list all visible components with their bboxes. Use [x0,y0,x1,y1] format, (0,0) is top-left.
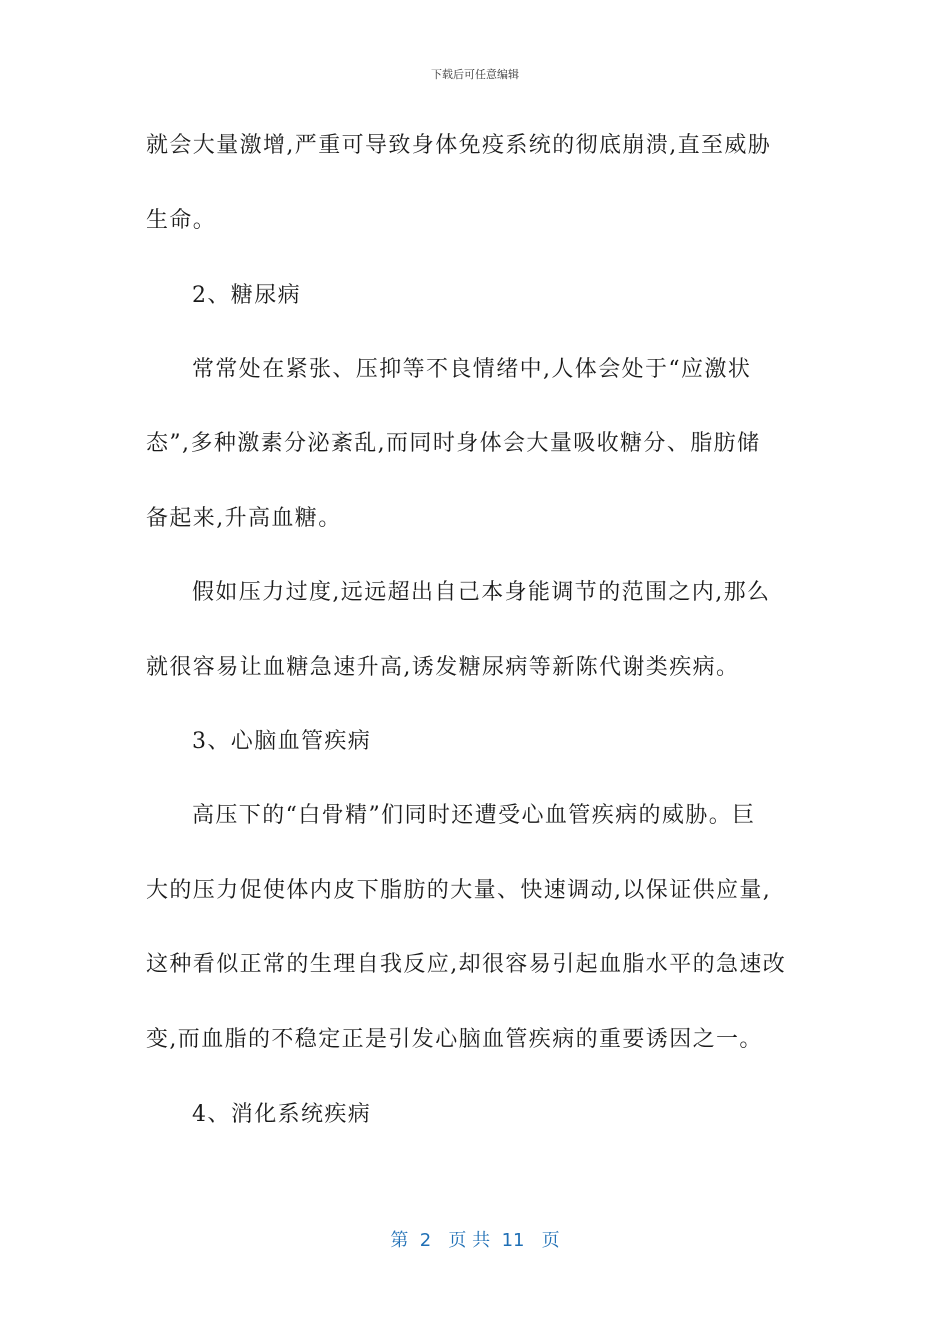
paragraph-line: 生命。 [146,208,217,233]
paragraph-line: 大的压力促使体内皮下脂肪的大量、快速调动,以保证供应量, [146,878,772,903]
paragraph-line: 这种看似正常的生理自我反应,却很容易引起血脂水平的急速改 [146,952,787,977]
section-heading-cardio: 3、心脑血管疾病 [192,729,372,754]
paragraph-line: 就会大量激增,严重可导致身体免疫系统的彻底崩溃,直至威胁 [146,133,772,158]
paragraph-line: 高压下的“白骨精”们同时还遭受心血管疾病的威胁。巨 [192,803,756,828]
paragraph-line: 变,而血脂的不稳定正是引发心脑血管疾病的重要诱因之一。 [146,1027,763,1052]
paragraph-line: 常常处在紧张、压抑等不良情绪中,人体会处于“应激状 [192,357,752,382]
paragraph-line: 备起来,升高血糖。 [146,506,342,531]
paragraph-line: 就很容易让血糖急速升高,诱发糖尿病等新陈代谢类疾病。 [146,655,740,680]
header-note: 下载后可任意编辑 [431,68,519,81]
section-heading-diabetes: 2、糖尿病 [192,283,301,308]
section-heading-digestive: 4、消化系统疾病 [192,1102,372,1127]
paragraph-line: 假如压力过度,远远超出自己本身能调节的范围之内,那么 [192,580,771,605]
paragraph-line: 态”,多种激素分泌紊乱,而同时身体会大量吸收糖分、脂肪储 [146,431,761,456]
page-number-footer: 第 2 页 共 11 页 [390,1230,560,1251]
